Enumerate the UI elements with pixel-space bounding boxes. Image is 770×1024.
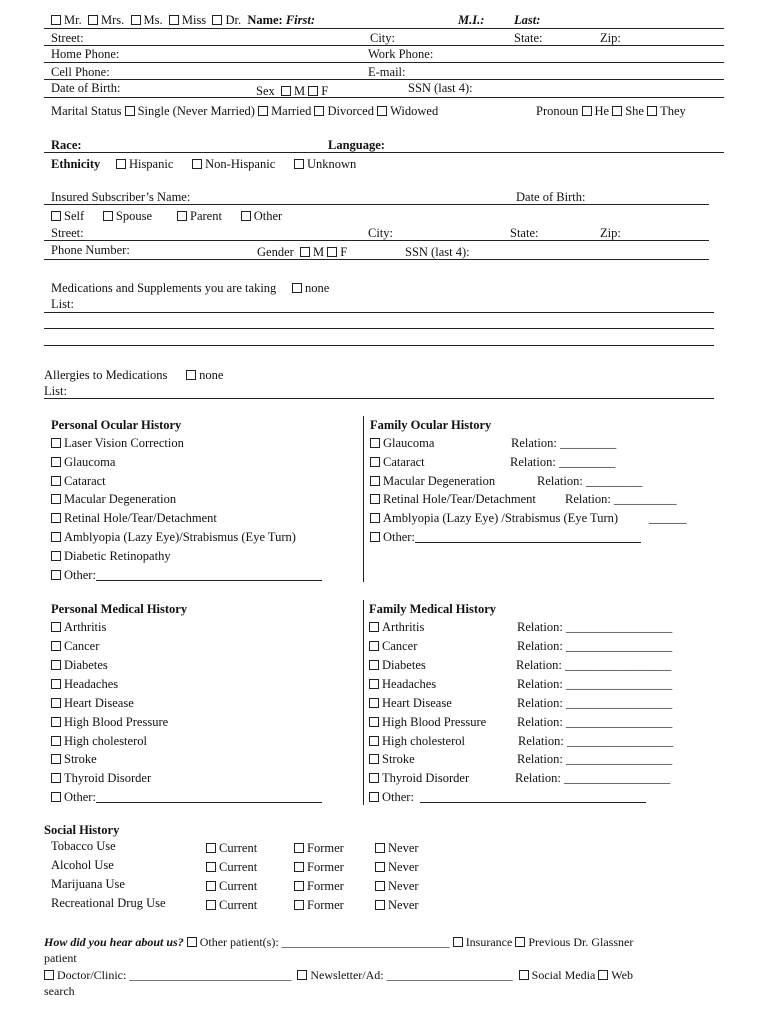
title-mrs[interactable]: Mrs. [88, 13, 124, 27]
work-phone-label: Work Phone: [368, 47, 434, 61]
insured-zip-label: Zip: [600, 226, 621, 240]
allergies-line[interactable] [44, 398, 714, 399]
social-row-label: Recreational Drug Use [51, 896, 166, 910]
ethnicity-unknown[interactable]: Unknown [294, 157, 356, 171]
family-medical-item-checkbox[interactable]: Thyroid Disorder [369, 771, 469, 785]
relation-field[interactable]: Relation: _________________ [517, 696, 673, 710]
dob-label: Date of Birth: [51, 81, 121, 95]
relation-field[interactable]: Relation: _________________ [515, 771, 671, 785]
referral-insurance[interactable]: Insurance [453, 935, 513, 949]
insured-gender: Gender M F [257, 245, 348, 259]
social-option-checkbox[interactable]: Former [294, 841, 344, 855]
social-row-label: Tobacco Use [51, 839, 116, 853]
social-option-checkbox[interactable]: Never [375, 860, 419, 874]
relation-parent[interactable]: Parent [177, 209, 222, 223]
allergies-none-checkbox[interactable]: none [186, 368, 223, 382]
referral-other-patients[interactable]: Other patient(s): ____________________________ [187, 935, 450, 949]
family-medical-item-checkbox[interactable]: Heart Disease [369, 696, 452, 710]
title-miss[interactable]: Miss [169, 13, 206, 27]
zip-label: Zip: [600, 31, 621, 45]
medical-item-checkbox[interactable]: High cholesterol [51, 734, 147, 748]
pronoun-she[interactable]: She [612, 104, 644, 118]
medical-item-checkbox[interactable]: High Blood Pressure [51, 715, 168, 729]
family-medical-item-checkbox[interactable]: Stroke [369, 752, 415, 766]
family-ocular-item-checkbox[interactable]: Retinal Hole/Tear/Detachment [370, 492, 536, 506]
ocular-item-checkbox[interactable]: Macular Degeneration [51, 492, 176, 506]
relation-field[interactable]: Relation: _________________ [517, 752, 673, 766]
ethnicity-hispanic[interactable]: Hispanic [116, 157, 173, 171]
social-option-checkbox[interactable]: Never [375, 841, 419, 855]
relation-field[interactable]: Relation: __________ [565, 492, 677, 506]
insured-ssn-label: SSN (last 4): [405, 245, 470, 259]
insured-street-label: Street: [51, 226, 84, 240]
language-label: Language: [328, 138, 385, 152]
medical-item-checkbox[interactable]: Heart Disease [51, 696, 134, 710]
social-option-checkbox[interactable]: Current [206, 898, 257, 912]
pronoun-they[interactable]: They [647, 104, 686, 118]
medications-line-2[interactable] [44, 328, 714, 329]
last-name-label: Last: [514, 13, 541, 27]
social-option-checkbox[interactable]: Never [375, 898, 419, 912]
family-ocular-item-checkbox[interactable]: Amblyopia (Lazy Eye) /Strabismus (Eye Turn) [370, 511, 618, 525]
medical-item-checkbox[interactable]: Stroke [51, 752, 97, 766]
medications-label: Medications and Supplements you are taking none [51, 281, 330, 295]
family-medical-item-checkbox[interactable]: High Blood Pressure [369, 715, 486, 729]
social-option-checkbox[interactable]: Former [294, 879, 344, 893]
referral-social-media[interactable]: Social Media [519, 968, 596, 982]
social-option-checkbox[interactable]: Former [294, 860, 344, 874]
relation-self[interactable]: Self [51, 209, 84, 223]
family-medical-item-checkbox[interactable]: Headaches [369, 677, 436, 691]
referral-previous[interactable]: Previous Dr. Glassner [515, 935, 633, 949]
ssn-label: SSN (last 4): [408, 81, 473, 95]
marital-widowed[interactable]: Widowed [377, 104, 438, 118]
referral-question: How did you hear about us? [44, 935, 184, 949]
pronoun-he[interactable]: He [582, 104, 610, 118]
medical-item-checkbox[interactable]: Arthritis [51, 620, 106, 634]
ocular-item-checkbox[interactable]: Glaucoma [51, 455, 115, 469]
medications-list-label: List: [51, 297, 74, 311]
allergies-list-label: List: [44, 384, 67, 398]
referral-doctor[interactable]: Doctor/Clinic: ___________________________ [44, 968, 291, 982]
ocular-item-checkbox[interactable]: Diabetic Retinopathy [51, 549, 171, 563]
relation-field[interactable]: Relation: _________ [511, 436, 617, 450]
marital-divorced[interactable]: Divorced [314, 104, 374, 118]
social-option-checkbox[interactable]: Former [294, 898, 344, 912]
insured-name-label: Insured Subscriber’s Name: [51, 190, 191, 204]
home-phone-label: Home Phone: [51, 47, 120, 61]
personal-ocular-other[interactable]: Other: [51, 568, 322, 582]
family-ocular-title: Family Ocular History [370, 418, 492, 432]
cell-phone-label: Cell Phone: [51, 65, 110, 79]
personal-ocular-title: Personal Ocular History [51, 418, 182, 432]
family-ocular-other[interactable]: Other: [370, 530, 641, 544]
referral-newsletter[interactable]: Newsletter/Ad: _____________________ [297, 968, 512, 982]
referral-web[interactable]: Web [598, 968, 633, 982]
pronoun: Pronoun He She They [536, 104, 686, 118]
street-label: Street: [51, 31, 84, 45]
social-option-checkbox[interactable]: Current [206, 860, 257, 874]
allergies-label: Allergies to Medications none [44, 368, 224, 382]
social-history-title: Social History [44, 823, 120, 837]
sex-m-checkbox[interactable]: M [281, 84, 305, 98]
sex-label: Sex [256, 84, 275, 98]
family-medical-other[interactable]: Other: [369, 790, 646, 804]
sex-f-checkbox[interactable]: F [308, 84, 328, 98]
relation-field[interactable]: Relation: _________ [537, 474, 643, 488]
relation-field[interactable]: Relation: _________________ [517, 620, 673, 634]
family-medical-item-checkbox[interactable]: High cholesterol [369, 734, 465, 748]
relation-field[interactable]: Relation: _________ [510, 455, 616, 469]
relation-other[interactable]: Other [241, 209, 282, 223]
referral-search-text: search [44, 984, 75, 998]
medical-item-checkbox[interactable]: Thyroid Disorder [51, 771, 151, 785]
insured-phone-label: Phone Number: [51, 243, 130, 257]
family-ocular-item-checkbox[interactable]: Macular Degeneration [370, 474, 495, 488]
social-option-checkbox[interactable]: Never [375, 879, 419, 893]
insured-city-label: City: [368, 226, 394, 240]
race-label: Race: [51, 138, 82, 152]
ethnicity: Ethnicity Hispanic Non-Hispanic Unknown [51, 157, 357, 171]
medications-none-checkbox[interactable]: none [292, 281, 329, 295]
ocular-item-checkbox[interactable]: Retinal Hole/Tear/Detachment [51, 511, 217, 525]
social-row-label: Alcohol Use [51, 858, 114, 872]
medical-item-checkbox[interactable]: Headaches [51, 677, 118, 691]
relation-field[interactable]: Relation: _________________ [518, 734, 674, 748]
relation-field[interactable]: Relation: _________________ [517, 639, 673, 653]
insured-dob-label: Date of Birth: [516, 190, 586, 204]
middle-initial-label: M.I.: [458, 13, 485, 27]
marital-status: Marital Status Single (Never Married) Married Divorced Widowed [51, 104, 439, 118]
marital-single[interactable]: Single (Never Married) [125, 104, 255, 118]
title-dr[interactable]: Dr. [212, 13, 241, 27]
title-ms[interactable]: Ms. [131, 13, 163, 27]
name-label: Name: [247, 13, 283, 27]
family-medical-item-checkbox[interactable]: Arthritis [369, 620, 424, 634]
insured-state-label: State: [510, 226, 539, 240]
family-medical-item-checkbox[interactable]: Cancer [369, 639, 417, 653]
sex-field [256, 84, 328, 98]
insured-relation [51, 209, 282, 223]
marital-married[interactable]: Married [258, 104, 311, 118]
first-name-label: First: [285, 13, 316, 27]
medications-line-1[interactable] [44, 312, 714, 313]
title-checkboxes [51, 13, 315, 27]
social-option-checkbox[interactable]: Current [206, 841, 257, 855]
relation-field[interactable]: Relation: _________________ [516, 658, 672, 672]
state-label: State: [514, 31, 543, 45]
gender-f-checkbox[interactable]: F [327, 245, 347, 259]
personal-medical-other[interactable]: Other: [51, 790, 322, 804]
relation-spouse[interactable]: Spouse [103, 209, 152, 223]
social-row-label: Marijuana Use [51, 877, 125, 891]
relation-field[interactable]: Relation: _________________ [517, 677, 673, 691]
family-ocular-item-checkbox[interactable]: Glaucoma [370, 436, 434, 450]
ocular-item-checkbox[interactable]: Cataract [51, 474, 106, 488]
title-mr[interactable]: Mr. [51, 13, 82, 27]
medications-line-3[interactable] [44, 345, 714, 346]
referral-row-1 [44, 935, 633, 949]
ethnicity-non-hispanic[interactable]: Non-Hispanic [192, 157, 275, 171]
family-medical-title: Family Medical History [369, 602, 497, 616]
referral-patient-text: patient [44, 951, 77, 965]
referral-row-2 [44, 968, 633, 982]
city-label: City: [370, 31, 396, 45]
family-ocular-item-checkbox[interactable]: Cataract [370, 455, 425, 469]
medical-item-checkbox[interactable]: Cancer [51, 639, 99, 653]
medical-item-checkbox[interactable]: Diabetes [51, 658, 108, 672]
relation-field[interactable]: ______ [649, 511, 687, 525]
social-option-checkbox[interactable]: Current [206, 879, 257, 893]
gender-m-checkbox[interactable]: M [300, 245, 324, 259]
family-medical-item-checkbox[interactable]: Diabetes [369, 658, 426, 672]
personal-medical-title: Personal Medical History [51, 602, 188, 616]
ocular-item-checkbox[interactable]: Amblyopia (Lazy Eye)/Strabismus (Eye Turn) [51, 530, 296, 544]
email-label: E-mail: [368, 65, 406, 79]
relation-field[interactable]: Relation: _________________ [517, 715, 673, 729]
ocular-item-checkbox[interactable]: Laser Vision Correction [51, 436, 184, 450]
